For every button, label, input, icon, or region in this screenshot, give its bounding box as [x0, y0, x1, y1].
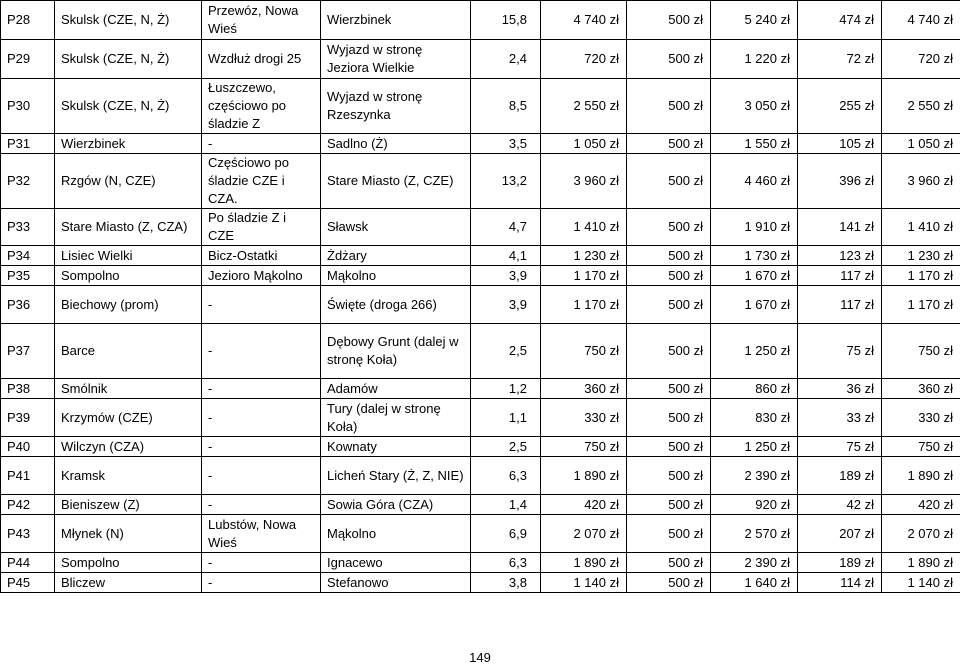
start-point-cell: Barce	[55, 324, 202, 379]
via-route-cell: -	[202, 379, 321, 399]
cost-2-cell: 500 zł	[627, 515, 711, 553]
cost-1-cell: 4 740 zł	[541, 1, 627, 40]
cost-4-cell: 75 zł	[798, 324, 882, 379]
cost-3-cell: 1 670 zł	[711, 266, 798, 286]
cost-2-cell: 500 zł	[627, 209, 711, 246]
cost-1-cell: 1 140 zł	[541, 573, 627, 593]
start-point-cell: Smólnik	[55, 379, 202, 399]
cost-2-cell: 500 zł	[627, 573, 711, 593]
cost-2-cell: 500 zł	[627, 1, 711, 40]
cost-3-cell: 1 550 zł	[711, 134, 798, 154]
cost-5-cell: 750 zł	[882, 437, 960, 457]
via-route-cell: Jezioro Mąkolno	[202, 266, 321, 286]
cost-1-cell: 2 550 zł	[541, 79, 627, 134]
table-row	[1, 154, 960, 209]
cost-3-cell: 1 250 zł	[711, 324, 798, 379]
cost-5-cell: 2 550 zł	[882, 79, 960, 134]
start-point-cell: Sompolno	[55, 553, 202, 573]
cost-5-cell: 1 170 zł	[882, 266, 960, 286]
distance-km-cell: 1,2	[471, 379, 541, 399]
cost-2-cell: 500 zł	[627, 246, 711, 266]
route-id-cell: P29	[1, 40, 55, 79]
table-row	[1, 134, 960, 154]
cost-5-cell: 1 890 zł	[882, 457, 960, 495]
via-route-cell: -	[202, 553, 321, 573]
cost-4-cell: 114 zł	[798, 573, 882, 593]
via-route-cell: Łuszczewo, częściowo po śladzie Z	[202, 79, 321, 134]
route-id-cell: P32	[1, 154, 55, 209]
distance-km-cell: 1,1	[471, 399, 541, 437]
end-point-cell: Dębowy Grunt (dalej w stronę Koła)	[321, 324, 471, 379]
cost-4-cell: 474 zł	[798, 1, 882, 40]
cost-2-cell: 500 zł	[627, 40, 711, 79]
end-point-cell: Wyjazd w stronę Jeziora Wielkie	[321, 40, 471, 79]
route-id-cell: P36	[1, 286, 55, 324]
start-point-cell: Skulsk (CZE, N, Ż)	[55, 79, 202, 134]
table-row	[1, 515, 960, 553]
cost-1-cell: 3 960 zł	[541, 154, 627, 209]
end-point-cell: Święte (droga 266)	[321, 286, 471, 324]
cost-3-cell: 5 240 zł	[711, 1, 798, 40]
cost-5-cell: 330 zł	[882, 399, 960, 437]
start-point-cell: Rzgów (N, CZE)	[55, 154, 202, 209]
table-row	[1, 324, 960, 379]
route-id-cell: P41	[1, 457, 55, 495]
cost-2-cell: 500 zł	[627, 79, 711, 134]
end-point-cell: Kownaty	[321, 437, 471, 457]
via-route-cell: Przewóz, Nowa Wieś	[202, 1, 321, 40]
end-point-cell: Tury (dalej w stronę Koła)	[321, 399, 471, 437]
cost-2-cell: 500 zł	[627, 154, 711, 209]
via-route-cell: -	[202, 437, 321, 457]
cost-4-cell: 33 zł	[798, 399, 882, 437]
table-row	[1, 495, 960, 515]
cost-2-cell: 500 zł	[627, 324, 711, 379]
via-route-cell: Lubstów, Nowa Wieś	[202, 515, 321, 553]
cost-1-cell: 750 zł	[541, 437, 627, 457]
cost-2-cell: 500 zł	[627, 495, 711, 515]
table-row	[1, 209, 960, 246]
end-point-cell: Wyjazd w stronę Rzeszynka	[321, 79, 471, 134]
cost-3-cell: 4 460 zł	[711, 154, 798, 209]
cost-5-cell: 1 050 zł	[882, 134, 960, 154]
route-id-cell: P28	[1, 1, 55, 40]
start-point-cell: Biechowy (prom)	[55, 286, 202, 324]
cost-1-cell: 720 zł	[541, 40, 627, 79]
cost-1-cell: 1 410 zł	[541, 209, 627, 246]
cost-4-cell: 123 zł	[798, 246, 882, 266]
route-id-cell: P42	[1, 495, 55, 515]
cost-2-cell: 500 zł	[627, 457, 711, 495]
start-point-cell: Młynek (N)	[55, 515, 202, 553]
route-id-cell: P35	[1, 266, 55, 286]
table-row	[1, 40, 960, 79]
cost-2-cell: 500 zł	[627, 399, 711, 437]
start-point-cell: Wierzbinek	[55, 134, 202, 154]
cost-4-cell: 117 zł	[798, 286, 882, 324]
cost-2-cell: 500 zł	[627, 286, 711, 324]
cost-1-cell: 1 890 zł	[541, 553, 627, 573]
via-route-cell: -	[202, 573, 321, 593]
via-route-cell: Częściowo po śladzie CZE i CZA.	[202, 154, 321, 209]
route-id-cell: P45	[1, 573, 55, 593]
cost-3-cell: 1 730 zł	[711, 246, 798, 266]
cost-3-cell: 3 050 zł	[711, 79, 798, 134]
cost-5-cell: 750 zł	[882, 324, 960, 379]
cost-1-cell: 1 050 zł	[541, 134, 627, 154]
table-row	[1, 246, 960, 266]
distance-km-cell: 3,9	[471, 266, 541, 286]
cost-4-cell: 105 zł	[798, 134, 882, 154]
start-point-cell: Lisiec Wielki	[55, 246, 202, 266]
cost-5-cell: 1 170 zł	[882, 286, 960, 324]
cost-3-cell: 1 220 zł	[711, 40, 798, 79]
cost-5-cell: 3 960 zł	[882, 154, 960, 209]
cost-1-cell: 1 170 zł	[541, 266, 627, 286]
cost-4-cell: 36 zł	[798, 379, 882, 399]
cost-3-cell: 1 670 zł	[711, 286, 798, 324]
distance-km-cell: 4,1	[471, 246, 541, 266]
route-id-cell: P37	[1, 324, 55, 379]
table-row	[1, 266, 960, 286]
via-route-cell: -	[202, 324, 321, 379]
cost-5-cell: 420 zł	[882, 495, 960, 515]
end-point-cell: Ignacewo	[321, 553, 471, 573]
distance-km-cell: 3,8	[471, 573, 541, 593]
via-route-cell: Bicz-Ostatki	[202, 246, 321, 266]
table-row	[1, 379, 960, 399]
start-point-cell: Kramsk	[55, 457, 202, 495]
cost-3-cell: 1 640 zł	[711, 573, 798, 593]
end-point-cell: Sławsk	[321, 209, 471, 246]
cost-4-cell: 72 zł	[798, 40, 882, 79]
end-point-cell: Wierzbinek	[321, 1, 471, 40]
distance-km-cell: 4,7	[471, 209, 541, 246]
end-point-cell: Stare Miasto (Z, CZE)	[321, 154, 471, 209]
route-id-cell: P30	[1, 79, 55, 134]
route-id-cell: P34	[1, 246, 55, 266]
start-point-cell: Skulsk (CZE, N, Ż)	[55, 1, 202, 40]
distance-km-cell: 2,5	[471, 324, 541, 379]
cost-5-cell: 720 zł	[882, 40, 960, 79]
distance-km-cell: 15,8	[471, 1, 541, 40]
distance-km-cell: 2,5	[471, 437, 541, 457]
cost-2-cell: 500 zł	[627, 553, 711, 573]
distance-km-cell: 3,9	[471, 286, 541, 324]
cost-1-cell: 750 zł	[541, 324, 627, 379]
table-row	[1, 457, 960, 495]
cost-4-cell: 189 zł	[798, 457, 882, 495]
start-point-cell: Bliczew	[55, 573, 202, 593]
route-id-cell: P33	[1, 209, 55, 246]
distance-km-cell: 6,3	[471, 457, 541, 495]
cost-5-cell: 1 890 zł	[882, 553, 960, 573]
start-point-cell: Stare Miasto (Z, CZA)	[55, 209, 202, 246]
cost-4-cell: 255 zł	[798, 79, 882, 134]
via-route-cell: Wzdłuż drogi 25	[202, 40, 321, 79]
cost-1-cell: 330 zł	[541, 399, 627, 437]
distance-km-cell: 8,5	[471, 79, 541, 134]
cost-2-cell: 500 zł	[627, 437, 711, 457]
cost-4-cell: 141 zł	[798, 209, 882, 246]
end-point-cell: Licheń Stary (Ż, Z, NIE)	[321, 457, 471, 495]
distance-km-cell: 3,5	[471, 134, 541, 154]
end-point-cell: Mąkolno	[321, 515, 471, 553]
start-point-cell: Wilczyn (CZA)	[55, 437, 202, 457]
table-row	[1, 573, 960, 593]
route-id-cell: P40	[1, 437, 55, 457]
cost-1-cell: 1 890 zł	[541, 457, 627, 495]
cost-4-cell: 42 zł	[798, 495, 882, 515]
route-id-cell: P31	[1, 134, 55, 154]
cost-3-cell: 830 zł	[711, 399, 798, 437]
via-route-cell: -	[202, 134, 321, 154]
cost-5-cell: 1 140 zł	[882, 573, 960, 593]
via-route-cell: -	[202, 495, 321, 515]
end-point-cell: Adamów	[321, 379, 471, 399]
route-id-cell: P43	[1, 515, 55, 553]
cost-3-cell: 920 zł	[711, 495, 798, 515]
distance-km-cell: 1,4	[471, 495, 541, 515]
table-row	[1, 1, 960, 40]
cost-3-cell: 2 390 zł	[711, 457, 798, 495]
end-point-cell: Mąkolno	[321, 266, 471, 286]
table-row	[1, 437, 960, 457]
cost-3-cell: 2 390 zł	[711, 553, 798, 573]
end-point-cell: Sowia Góra (CZA)	[321, 495, 471, 515]
cost-5-cell: 2 070 zł	[882, 515, 960, 553]
cost-3-cell: 1 250 zł	[711, 437, 798, 457]
table-row	[1, 286, 960, 324]
via-route-cell: Po śladzie Z i CZE	[202, 209, 321, 246]
cost-4-cell: 207 zł	[798, 515, 882, 553]
cost-4-cell: 75 zł	[798, 437, 882, 457]
cost-1-cell: 1 170 zł	[541, 286, 627, 324]
cost-3-cell: 2 570 zł	[711, 515, 798, 553]
route-id-cell: P39	[1, 399, 55, 437]
via-route-cell: -	[202, 286, 321, 324]
cost-5-cell: 360 zł	[882, 379, 960, 399]
end-point-cell: Stefanowo	[321, 573, 471, 593]
cost-2-cell: 500 zł	[627, 379, 711, 399]
start-point-cell: Sompolno	[55, 266, 202, 286]
end-point-cell: Sadlno (Ż)	[321, 134, 471, 154]
cost-4-cell: 117 zł	[798, 266, 882, 286]
route-id-cell: P44	[1, 553, 55, 573]
cost-5-cell: 1 410 zł	[882, 209, 960, 246]
cost-3-cell: 860 zł	[711, 379, 798, 399]
cost-1-cell: 1 230 zł	[541, 246, 627, 266]
via-route-cell: -	[202, 457, 321, 495]
end-point-cell: Żdżary	[321, 246, 471, 266]
table-row	[1, 553, 960, 573]
cost-2-cell: 500 zł	[627, 266, 711, 286]
cost-4-cell: 189 zł	[798, 553, 882, 573]
cost-5-cell: 1 230 zł	[882, 246, 960, 266]
cost-1-cell: 420 zł	[541, 495, 627, 515]
cost-1-cell: 2 070 zł	[541, 515, 627, 553]
distance-km-cell: 2,4	[471, 40, 541, 79]
cost-4-cell: 396 zł	[798, 154, 882, 209]
table-row	[1, 399, 960, 437]
start-point-cell: Skulsk (CZE, N, Ż)	[55, 40, 202, 79]
table-row	[1, 79, 960, 134]
distance-km-cell: 13,2	[471, 154, 541, 209]
cost-5-cell: 4 740 zł	[882, 1, 960, 40]
cost-2-cell: 500 zł	[627, 134, 711, 154]
via-route-cell: -	[202, 399, 321, 437]
distance-km-cell: 6,9	[471, 515, 541, 553]
start-point-cell: Krzymów (CZE)	[55, 399, 202, 437]
cost-3-cell: 1 910 zł	[711, 209, 798, 246]
cost-1-cell: 360 zł	[541, 379, 627, 399]
route-id-cell: P38	[1, 379, 55, 399]
distance-km-cell: 6,3	[471, 553, 541, 573]
start-point-cell: Bieniszew (Z)	[55, 495, 202, 515]
page-number: 149	[0, 650, 960, 665]
